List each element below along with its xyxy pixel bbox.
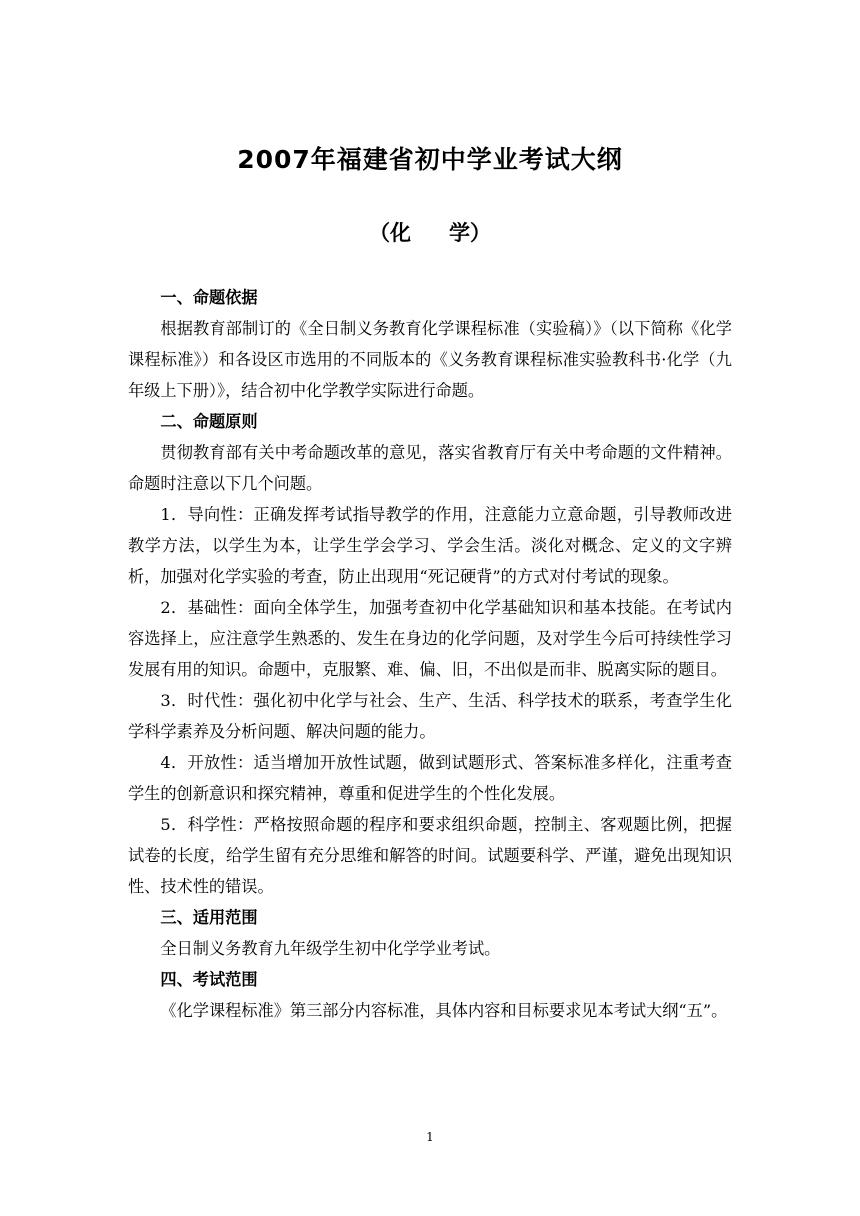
paragraph: 全日制义务教育九年级学生初中化学学业考试。 <box>160 939 501 958</box>
section-heading: 二、命题原则 <box>160 412 258 431</box>
paragraph: 5．科学性：严格按照命题的程序和要求组织命题，控制主、客观题比例，把握试卷的长度，给学生留有充分思维和解答的时间。试题要科学、严谨，避免出现知识性、技术性的错误。 <box>128 815 732 896</box>
paragraph: 《化学课程标准》第三部分内容标准，具体内容和目标要求见本考试大纲“五”。 <box>160 1001 728 1020</box>
document-subtitle <box>0 217 860 247</box>
paragraph: 4．开放性：适当增加开放性试题，做到试题形式、答案标准多样化，注重考查学生的创新意识和探究精神，尊重和促进学生的个性化发展。 <box>128 753 732 803</box>
section-heading: 四、考试范围 <box>160 970 258 989</box>
paragraph: 贯彻教育部有关中考命题改革的意见，落实省教育厅有关中考命题的文件精神。命题时注意以下几个问题。 <box>128 443 732 493</box>
section-heading: 三、适用范围 <box>160 908 258 927</box>
subtitle-left: （化 <box>369 221 411 245</box>
paragraph: 2．基础性：面向全体学生，加强考查初中化学基础知识和基本技能。在考试内容选择上，应注意学生熟悉的、发生在身边的化学问题，及对学生今后可持续性学习发展有用的知识。命题中，克服繁、难、偏、旧，不出似是而非、脱离实际的题目。 <box>128 598 732 679</box>
paragraph: 3．时代性：强化初中化学与社会、生产、生活、科学技术的联系，考查学生化学科学素养及分析问题、解决问题的能力。 <box>128 691 732 741</box>
section-heading: 一、命题依据 <box>160 288 258 307</box>
document-body <box>128 282 732 1026</box>
paragraph: 根据教育部制订的《全日制义务教育化学课程标准（实验稿）》（以下简称《化学课程标准》）和各设区市选用的不同版本的《义务教育课程标准实验教科书·化学（九年级上下册）》，结合初中化学教学实际进行命题。 <box>128 319 732 400</box>
page-number: 1 <box>426 1130 434 1144</box>
paragraph: 1．导向性：正确发挥考试指导教学的作用，注意能力立意命题，引导教师改进教学方法，以学生为本，让学生学会学习、学会生活。淡化对概念、定义的文字辨析，加强对化学实验的考查，防止出现用“死记硬背”的方式对付考试的现象。 <box>128 505 732 586</box>
document-title: 2007年福建省初中学业考试大纲 <box>237 145 623 174</box>
subtitle-right: 学） <box>449 221 491 245</box>
